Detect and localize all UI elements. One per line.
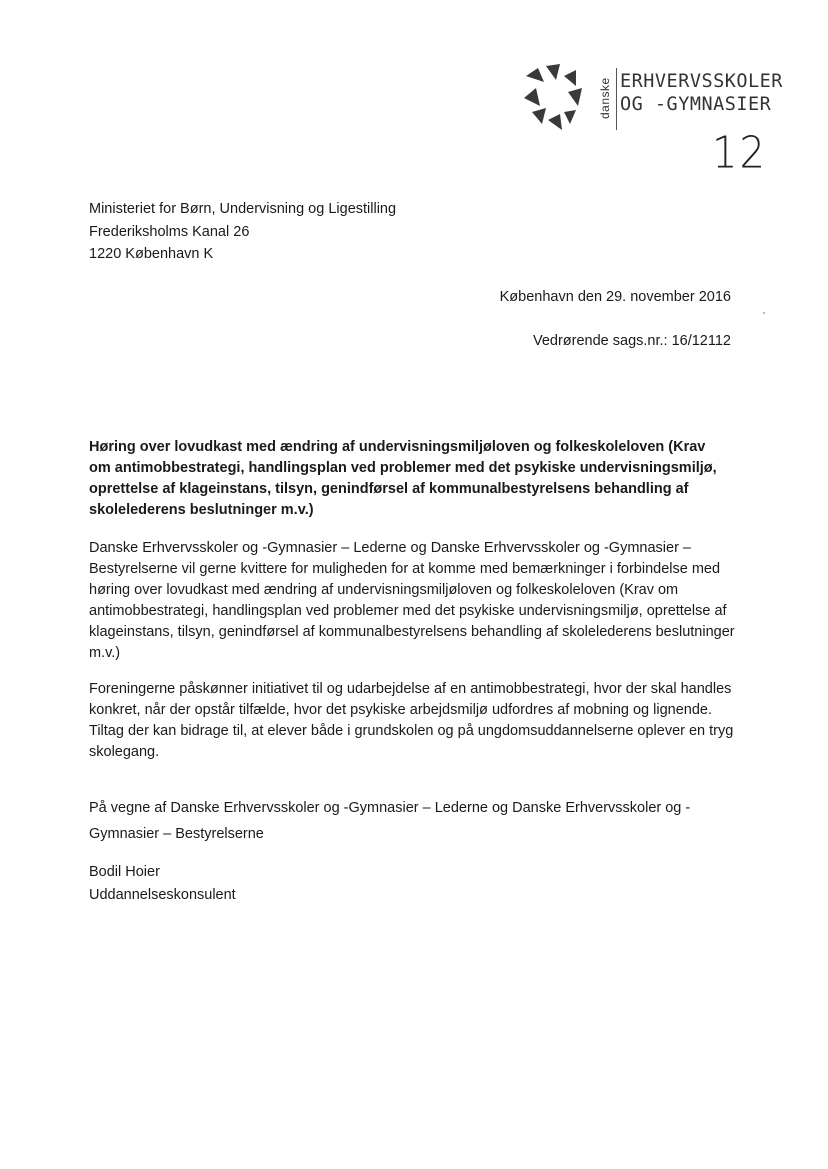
recipient-address (89, 198, 396, 266)
recipient-line-2: Frederiksholms Kanal 26 (89, 223, 250, 240)
reference-line: Vedrørende sags.nr.: 16/12112 (532, 333, 731, 349)
signature-block (89, 861, 236, 906)
logo-vertical-label: danske (598, 77, 612, 119)
closing-text: På vegne af Danske Erhvervsskoler og -Gymnasier – Lederne og Danske Erhvervsskoler og -Gymnasier – Bestyrelserne (89, 800, 691, 842)
signatory-name: Bodil Hoier (89, 864, 160, 880)
recipient-line-3: 1220 København K (89, 246, 214, 262)
logo-line-2: OG -GYMNASIER (620, 94, 772, 115)
logo-divider (616, 68, 617, 130)
body-paragraph-2: Foreningerne påskønner initiativet til og udarbejdelse af en antimobbestrategi, hvor der skal handles konkret, når der opstår tilfælde, hvor det psykiske arbejdsmiljø udfordres af mobning og lignende. Tiltag der kan bidrage til, at elever både i grundskolen og på ungdomsuddannelserne oplever en tryg skolegang. (89, 681, 734, 760)
logo-line-1: ERHVERVSSKOLER (620, 71, 783, 92)
body-paragraph-1: Danske Erhvervsskoler og -Gymnasier – Lederne og Danske Erhvervsskoler og -Gymnasier – Bestyrelserne vil gerne kvittere for muligheden for at komme med bemærkninger i forbindelse med høring over lovudkast med ændring af undervisningsmiljøloven og folkeskoleloven (Krav om antimobbestrategi, handlingsplan ved problemer med det psykiske undervisningsmiljø, oprettelse af klageinstans, tilsyn, genindførsel af kommunalbestyrelsens behandling af skolelederens beslutninger m.v.) (89, 540, 735, 661)
subject-heading: Høring over lovudkast med ændring af undervisningsmiljøloven og folkeskoleloven (Krav om antimobbestrategi, handlingsplan ved problemer med det psykiske undervisningsmiljø, oprettelse af klageinstans, tilsyn, genindførsel af kommunalbestyrelsens behandling af skolelederens beslutninger m.v.) (89, 439, 717, 518)
scan-speck (763, 312, 765, 314)
signatory-title: Uddannelseskonsulent (89, 886, 236, 903)
logo-mark-icon (520, 62, 588, 134)
recipient-line-1: Ministeriet for Børn, Undervisning og Ligestilling (89, 201, 397, 217)
handwritten-number: 12 (712, 127, 767, 179)
date-line: København den 29. november 2016 (499, 289, 731, 305)
